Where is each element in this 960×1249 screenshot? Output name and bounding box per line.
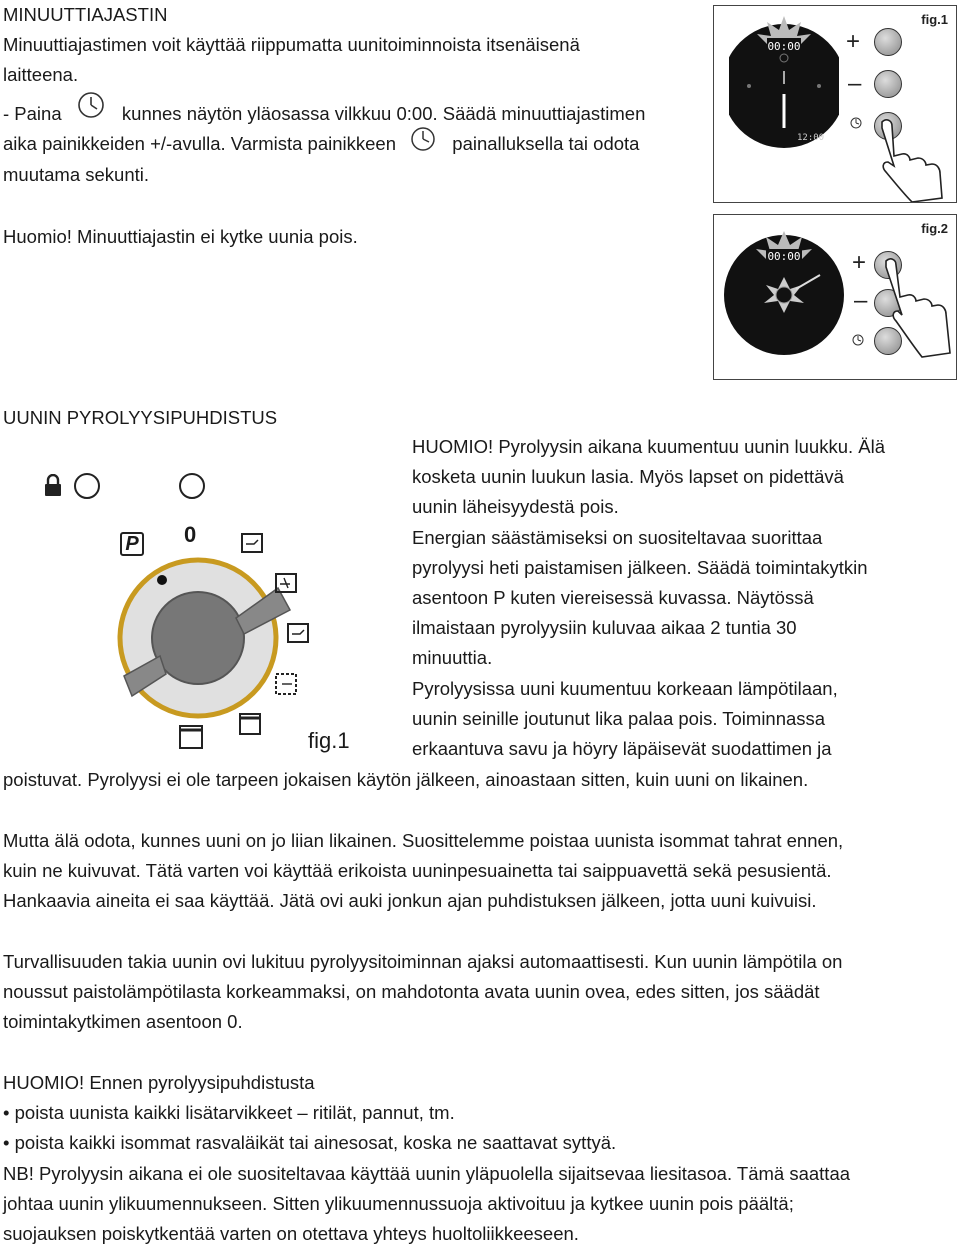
text-line: NB! Pyrolyysin aikana ei ole suositeltavaa käyttää uunin yläpuolella sijaitsevaa liesitasoa. Tämä saattaa <box>3 1162 851 1184</box>
timer-step-line-1 <box>3 99 645 129</box>
list-item: • poista uunista kaikki lisätarvikkeet – ritilät, pannut, tm. <box>3 1102 455 1124</box>
timer-display: 00:00 <box>767 40 801 53</box>
oven-dial-icon <box>729 16 839 156</box>
timer-intro-line-1: Minuuttiajastimen voit käyttää riippumatta uunitoiminnoista itsenäisenä <box>3 34 580 55</box>
text-line: suojauksen poiskytkentää varten on otettava yhteys huoltoliikkeeseen. <box>3 1223 579 1245</box>
pyro-title: UUNIN PYROLYYSIPUHDISTUS <box>3 407 278 428</box>
plus-label: + <box>852 249 867 276</box>
clock-icon <box>409 125 437 153</box>
clock-icon <box>850 116 862 134</box>
text-line: uunin läheisyydestä pois. <box>412 496 619 518</box>
clock-icon <box>852 333 864 351</box>
text-line: HUOMIO! Ennen pyrolyysipuhdistusta <box>3 1072 315 1093</box>
minus-button[interactable] <box>874 70 902 98</box>
text-line: johtaa uunin ylikuumennukseen. Sitten ylikuumennussuoja aktivoituu ja kytkee uunin pois päältä; <box>3 1192 794 1214</box>
timer-step-line-3: muutama sekunti. <box>3 164 150 185</box>
text-line: Energian säästämiseksi on suositeltavaa suorittaa <box>412 526 823 548</box>
text-line: noussut paistolämpötilasta korkeammaksi, on mahdotonta avata uunin ovea, edes sitten, jos säädät <box>3 981 820 1003</box>
timer-note: Huomio! Minuuttiajastin ei kytke uunia pois. <box>3 226 358 247</box>
pyro-full-line <box>3 765 808 795</box>
program-p-symbol: P <box>120 532 144 556</box>
timer-title: MINUUTTIAJASTIN <box>3 4 168 25</box>
figure-label: fig.1 <box>308 728 350 753</box>
knob-figure <box>40 460 370 760</box>
pressing-hand-icon <box>872 118 952 202</box>
text-line: kuin ne kuivuvat. Tätä varten voi käyttää erikoista uuninpesuainetta tai saippuavettä sekä pesusientä. <box>3 860 832 882</box>
minus-label: – <box>848 70 862 97</box>
text-line: poistuvat. Pyrolyysi ei ole tarpeen jokaisen käytön jälkeen, ainoastaan sitten, kuin uuni on likainen. <box>3 769 809 790</box>
text-line: ilmaistaan pyrolyysiin kuluvaa aikaa 2 tuntia 30 <box>412 617 797 639</box>
plus-label: + <box>846 28 861 55</box>
list-item: • poista kaikki isommat rasvaläikät tai ainesosat, koska ne saattavat syttyä. <box>3 1132 617 1154</box>
off-zero-symbol: 0 <box>184 522 197 547</box>
timer-figure-1 <box>713 5 957 203</box>
timer-display: 00:00 <box>767 250 801 263</box>
plus-button[interactable] <box>874 28 902 56</box>
oven-dial-icon <box>722 223 846 361</box>
text-line: HUOMIO! Pyrolyysin aikana kuumentuu uunin luukku. Älä <box>412 436 885 457</box>
timer-step-confirm: painalluksella tai odota <box>452 133 640 154</box>
clock-display: 12:00 <box>797 133 825 143</box>
paragraph-safety <box>3 947 842 1038</box>
text-line: Turvallisuuden takia uunin ovi lukituu pyrolyysitoiminnan ajaksi automaattisesti. Kun uunin lämpötila on <box>3 951 843 972</box>
timer-intro-line-2: laitteena. <box>3 64 79 85</box>
paragraph-notice <box>3 1068 850 1249</box>
figure-label: fig.2 <box>921 221 948 236</box>
pyro-side-text <box>412 432 885 764</box>
text-line: asentoon P kuten viereisessä kuvassa. Näytössä <box>412 587 814 609</box>
timer-figure-2 <box>713 214 957 380</box>
pressing-hand-icon <box>880 257 956 361</box>
text-line: Mutta älä odota, kunnes uuni on jo liian likainen. Suosittelemme poistaa uunista isommat tahrat ennen, <box>3 830 844 851</box>
text-line: pyrolyysi heti paistamisen jälkeen. Säädä toimintakytkin <box>412 556 868 578</box>
timer-step-adjust: aika painikkeiden +/-avulla. Varmista painikkeen <box>3 133 396 154</box>
text-line: erkaantuva savu ja höyry läpäisevät suodattimen ja <box>412 738 832 760</box>
text-line: uunin seinille joutunut lika palaa pois. Toiminnassa <box>412 707 826 729</box>
paragraph-cleaning <box>3 826 843 917</box>
minus-label: – <box>854 287 868 314</box>
text-line: Pyrolyysissa uuni kuumentuu korkeaan lämpötilaan, <box>412 677 838 699</box>
figure-label: fig.1 <box>921 12 948 27</box>
timer-step-press: - Paina <box>3 103 62 124</box>
timer-step-blink: kunnes näytön yläosassa vilkkuu 0:00. Säädä minuuttiajastimen <box>121 103 646 124</box>
clock-icon <box>77 91 105 119</box>
text-line: kosketa uunin luukun lasia. Myös lapset on pidettävä <box>412 466 844 488</box>
text-line: minuuttia. <box>412 647 493 669</box>
timer-step-line-2 <box>3 129 639 159</box>
text-line: toimintakytkimen asentoon 0. <box>3 1011 243 1033</box>
text-line: Hankaavia aineita ei saa käyttää. Jätä ovi auki jonkun ajan puhdistuksen jälkeen, jotta uuni kuivuisi. <box>3 890 817 912</box>
function-selector-knob-icon[interactable] <box>40 460 370 760</box>
